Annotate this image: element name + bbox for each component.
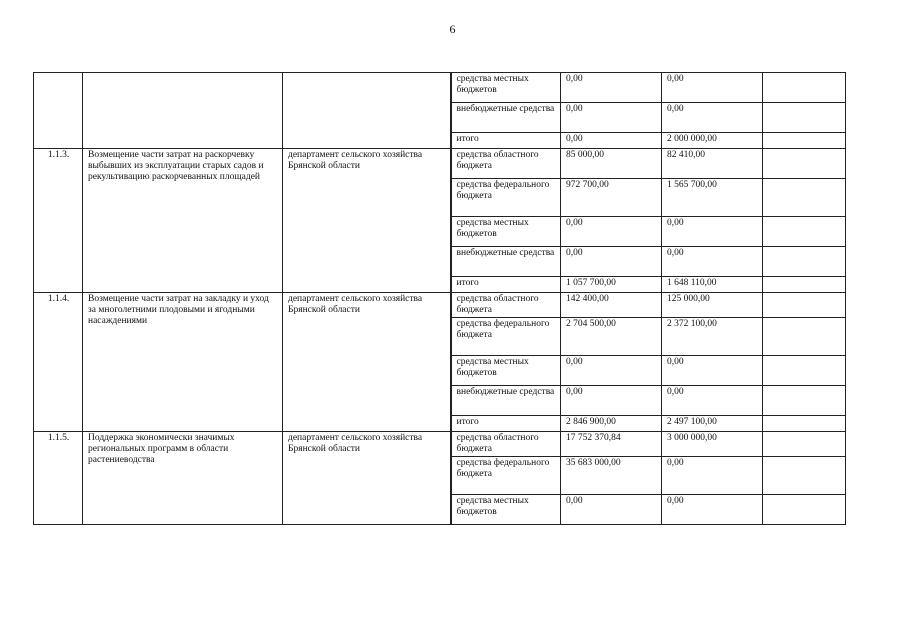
- extra-cell: [763, 217, 846, 247]
- amount-year1-cell: 85 000,00: [561, 149, 662, 179]
- funding-source-cell: итого: [451, 416, 561, 432]
- amount-year1-cell: 0,00: [561, 495, 662, 525]
- item-executor-cell: департамент сельского хозяйства Брянской области: [283, 432, 451, 525]
- amount-year1-cell: 35 683 000,00: [561, 457, 662, 495]
- funding-source-cell: средства областного бюджета: [451, 149, 561, 179]
- amount-year2-cell: 0,00: [662, 103, 763, 133]
- amount-year2-cell: 1 648 110,00: [662, 277, 763, 293]
- extra-cell: [763, 149, 846, 179]
- extra-cell: [763, 495, 846, 525]
- amount-year2-cell: 82 410,00: [662, 149, 763, 179]
- funding-source-cell: внебюджетные средства: [451, 247, 561, 277]
- amount-year1-cell: 0,00: [561, 217, 662, 247]
- extra-cell: [763, 293, 846, 318]
- amount-year2-cell: 2 000 000,00: [662, 133, 763, 149]
- extra-cell: [763, 179, 846, 217]
- amount-year2-cell: 2 497 100,00: [662, 416, 763, 432]
- funding-source-cell: средства местных бюджетов: [451, 73, 561, 103]
- amount-year1-cell: 0,00: [561, 133, 662, 149]
- item-title-cell: Возмещение части затрат на закладку и уход за многолетними плодовыми и ягодными насаждениями: [83, 293, 283, 432]
- item-title-cell: [83, 73, 283, 149]
- amount-year1-cell: 142 400,00: [561, 293, 662, 318]
- funding-source-cell: средства местных бюджетов: [451, 495, 561, 525]
- extra-cell: [763, 386, 846, 416]
- funding-source-cell: внебюджетные средства: [451, 386, 561, 416]
- amount-year2-cell: 0,00: [662, 356, 763, 386]
- amount-year2-cell: 0,00: [662, 386, 763, 416]
- amount-year1-cell: 0,00: [561, 73, 662, 103]
- item-number-cell: 1.1.5.: [34, 432, 83, 525]
- funding-source-cell: итого: [451, 277, 561, 293]
- extra-cell: [763, 432, 846, 457]
- item-title-cell: Возмещение части затрат на раскорчевку выбывших из эксплуатации старых садов и рекультивацию раскорчеванных площадей: [83, 149, 283, 293]
- item-executor-cell: департамент сельского хозяйства Брянской области: [283, 293, 451, 432]
- item-number-cell: 1.1.3.: [34, 149, 83, 293]
- amount-year1-cell: 2 704 500,00: [561, 318, 662, 356]
- page-number: 6: [449, 22, 456, 36]
- amount-year1-cell: 0,00: [561, 247, 662, 277]
- amount-year1-cell: 0,00: [561, 103, 662, 133]
- amount-year2-cell: 125 000,00: [662, 293, 763, 318]
- extra-cell: [763, 318, 846, 356]
- funding-source-cell: средства областного бюджета: [451, 432, 561, 457]
- extra-cell: [763, 103, 846, 133]
- amount-year1-cell: 0,00: [561, 386, 662, 416]
- item-number-cell: [34, 73, 83, 149]
- amount-year1-cell: 1 057 700,00: [561, 277, 662, 293]
- funding-source-cell: средства местных бюджетов: [451, 356, 561, 386]
- funding-source-cell: внебюджетные средства: [451, 103, 561, 133]
- extra-cell: [763, 247, 846, 277]
- budget-table: [33, 72, 846, 525]
- funding-source-cell: средства местных бюджетов: [451, 217, 561, 247]
- extra-cell: [763, 277, 846, 293]
- funding-source-cell: средства федерального бюджета: [451, 318, 561, 356]
- item-number-cell: 1.1.4.: [34, 293, 83, 432]
- funding-source-cell: средства областного бюджета: [451, 293, 561, 318]
- amount-year2-cell: 0,00: [662, 217, 763, 247]
- amount-year2-cell: 0,00: [662, 457, 763, 495]
- amount-year1-cell: 0,00: [561, 356, 662, 386]
- table-row: [34, 73, 846, 103]
- amount-year2-cell: 0,00: [662, 247, 763, 277]
- funding-source-cell: средства федерального бюджета: [451, 179, 561, 217]
- extra-cell: [763, 133, 846, 149]
- item-executor-cell: [283, 73, 451, 149]
- item-executor-cell: департамент сельского хозяйства Брянской области: [283, 149, 451, 293]
- funding-source-cell: средства федерального бюджета: [451, 457, 561, 495]
- amount-year1-cell: 17 752 370,84: [561, 432, 662, 457]
- extra-cell: [763, 416, 846, 432]
- extra-cell: [763, 356, 846, 386]
- amount-year1-cell: 2 846 900,00: [561, 416, 662, 432]
- amount-year2-cell: 0,00: [662, 495, 763, 525]
- amount-year1-cell: 972 700,00: [561, 179, 662, 217]
- table-row: [34, 149, 846, 179]
- table-row: [34, 432, 846, 457]
- amount-year2-cell: 2 372 100,00: [662, 318, 763, 356]
- funding-source-cell: итого: [451, 133, 561, 149]
- extra-cell: [763, 73, 846, 103]
- table-row: [34, 293, 846, 318]
- item-title-cell: Поддержка экономически значимых региональных программ в области растениеводства: [83, 432, 283, 525]
- amount-year2-cell: 0,00: [662, 73, 763, 103]
- amount-year2-cell: 1 565 700,00: [662, 179, 763, 217]
- extra-cell: [763, 457, 846, 495]
- amount-year2-cell: 3 000 000,00: [662, 432, 763, 457]
